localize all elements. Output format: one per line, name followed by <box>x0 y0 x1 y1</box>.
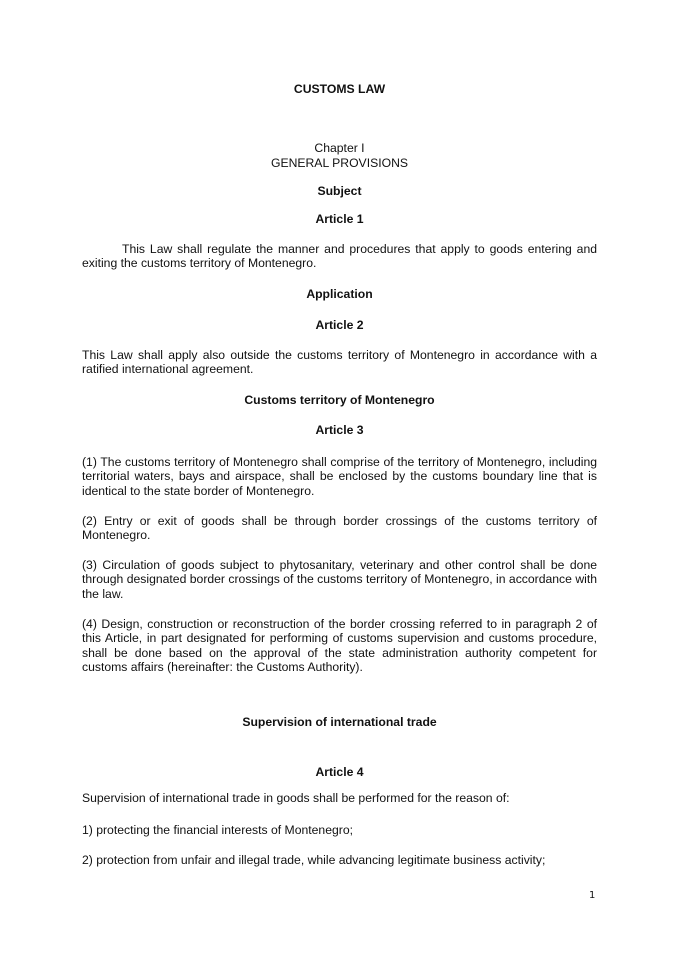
chapter-number: Chapter I <box>314 141 365 155</box>
article-4-heading: Article 4 <box>315 765 364 779</box>
article-4-item-2: 2) protection from unfair and illegal trade, while advancing legitimate business activity; <box>82 853 546 867</box>
page-number: 1 <box>589 890 596 901</box>
article-3-paragraph-4: (4) Design, construction or reconstruction of the border crossing referred to in paragraph 2 of this Article, in part designated for performing of customs supervision and customs procedure, shall be done based on the approval of the state administration authority competent for customs affairs (hereinafter: the Customs Authority). <box>82 617 597 674</box>
section-heading-territory: Customs territory of Montenegro <box>244 393 435 407</box>
article-1-heading: Article 1 <box>315 212 364 226</box>
article-4-intro: Supervision of international trade in goods shall be performed for the reason of: <box>82 791 510 805</box>
article-3-paragraph-2: (2) Entry or exit of goods shall be through border crossings of the customs territory of Montenegro. <box>82 514 597 543</box>
article-1-text: This Law shall regulate the manner and procedures that apply to goods entering and exiting the customs territory of Montenegro. <box>82 242 597 271</box>
article-3-heading: Article 3 <box>315 423 364 437</box>
article-4-item-1: 1) protecting the financial interests of Montenegro; <box>82 823 353 837</box>
article-2-heading: Article 2 <box>315 318 364 332</box>
section-heading-application: Application <box>306 287 373 301</box>
document-title: CUSTOMS LAW <box>293 82 386 96</box>
section-heading-supervision: Supervision of international trade <box>242 715 437 729</box>
article-2-text: This Law shall apply also outside the customs territory of Montenegro in accordance with a ratified international agreement. <box>82 348 597 377</box>
article-3-paragraph-1: (1) The customs territory of Montenegro shall comprise of the territory of Montenegro, including territorial waters, bays and airspace, shall be enclosed by the customs boundary line that is identical to the state border of Montenegro. <box>82 455 597 498</box>
section-heading-subject: Subject <box>317 184 362 198</box>
chapter-name: GENERAL PROVISIONS <box>270 156 409 170</box>
article-3-paragraph-3: (3) Circulation of goods subject to phytosanitary, veterinary and other control shall be done through designated border crossings of the customs territory of Montenegro, in accordance with the law. <box>82 558 597 601</box>
